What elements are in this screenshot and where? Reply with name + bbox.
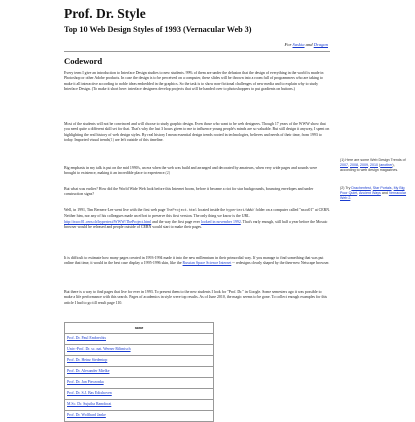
table-cell-name — [65, 399, 214, 410]
table-cell-name — [65, 344, 214, 355]
table-header-name: name — [65, 323, 214, 334]
sidenote-link-drachenfest[interactable]: Drachenfest — [351, 186, 371, 190]
footnote-ref-2: (2) — [165, 171, 170, 176]
professor-link[interactable]: M.Sc. Dr. Sujutha Ramdorai — [67, 402, 112, 407]
table-row — [65, 377, 214, 388]
paragraph-emphasis — [64, 166, 330, 177]
sidenote-link-star-portals[interactable]: Star Portals — [372, 186, 392, 190]
paragraph-first-page-text-d: and the way the first page ever — [151, 219, 201, 224]
author-link-saskia[interactable]: Saskia — [292, 42, 305, 47]
paragraph-earlier: But what was earlier? How did the World Wide Web look before this Internet boom, before it became a riot for star backgrounds, bouncing envelopes and under construction signs? — [64, 187, 314, 197]
sidenote-2: (2) Try Drachenfest, Star Portals, My Big Poor Quiet, Ancient Ways and Vernacular Web 2. — [340, 186, 407, 200]
link-november-1992[interactable]: looked in november 1992 — [200, 219, 241, 224]
sidenote-link-ancient-ways[interactable]: Ancient Ways — [359, 191, 381, 195]
sidenote-2-mid: and — [380, 191, 389, 195]
byline — [200, 42, 328, 48]
sidenote-1-prefix: (1) Here are some Web Design Trends of — [340, 158, 406, 162]
paragraph-find-pages: But there is a way to find pages that live for ever in 1993. To present them to the new students I look for "Prof. Dr." in Google. Some semesters ago it was possible to make a life performance with this search. Pages of academics in style were top results. As of June 2010, the magic seems to be gone. To collect enough examples for this article I had to go till result page 110. — [64, 290, 328, 305]
professor-link[interactable]: Prof. Dr. Paul Embrechts — [67, 336, 107, 341]
professors-table — [64, 322, 214, 422]
paragraph-first-page-text-e: . That's early enough, still half a year before the Mosaic browser would be released and people outside of CERN would start to make their pages. — [64, 219, 328, 230]
paragraph-students-text: Most of the students will not be convinced and will choose to study graphic design. Even those who want to be web designers. Though 17 years of the WWW show that you need quite a different skill set for that. That's why the last 3 hours given to me to influence young people's minds are so valuable. But still design it anyway, I spent on highlighting the real history of web design styles. By real history I mean essential design trends rooted in technologies, believes and needs of their time, from 1993 to today. Imported visual trends — [64, 122, 330, 143]
table-row — [65, 388, 214, 399]
table-cell-name — [65, 410, 214, 421]
table-cell-name — [65, 366, 214, 377]
table-row — [65, 410, 214, 421]
table-cell-name — [65, 377, 214, 388]
professor-link[interactable]: Prof. Dr. S.J. Bas Edixhoven — [67, 391, 112, 396]
header-divider — [64, 51, 330, 52]
paragraph-emphasis-text: Big emphasis in my talk is put on the mid 1990's, an era when the web was build and arranged and decorated by amateurs, when very wide pages and sounds were brought to existence, making it an incredible place to experience. — [64, 166, 318, 176]
paragraph-first-page-text-b: located inside the — [196, 208, 227, 212]
table-row — [65, 344, 214, 355]
sidenote-link-2007[interactable]: 2007 — [340, 163, 348, 167]
sidenote-1: (1) Here are some Web Design Trends of 2007, 2008, 2009, 2010 (another), according to web design magazines. — [340, 158, 406, 172]
sidenote-link-vernacular-web-2[interactable]: Vernacular Web 2 — [340, 191, 407, 200]
professor-link[interactable]: Prof. Dr. Heinz Siedentop — [67, 358, 108, 363]
paragraph-first-page-text-a: Well, in 1991, Tim Berners-Lee went live with the first web page — [64, 208, 167, 212]
sidenote-link-2009[interactable]: 2009 — [360, 163, 368, 167]
sidenote-link-another[interactable]: another — [380, 163, 393, 167]
sidenote-2-suffix: . — [350, 196, 352, 200]
sidenote-1-suffix: , according to web design magazines. — [340, 163, 399, 172]
code-theproject: TheProject.html — [166, 209, 197, 213]
paragraph-intro: Every term I give an introduction to Interface Design studies to new students. 99% of them are under the delusion that the design of everything in the world is made in Photoshop or other Adobe products. In case the design is to be perceived on a computer, these slides will be thrown into a room full of programmers who are taking to make it all interactive according to noble ideas embedded in the graphics. So the task is to show non-fictional challenges of new media and to explain why to study Interface Design. (To make it short here: interface designers develop projects that will be handed over to photoshoppers to put gradients on buttons.) — [64, 71, 324, 92]
paragraph-students-end: are left outside of this timeline. — [113, 138, 164, 143]
table-header-row — [65, 323, 214, 334]
sidenote-link-2008[interactable]: 2008 — [350, 163, 358, 167]
byline-and: and — [304, 42, 314, 47]
code-hypertext-folder: hypertext/WWW/ — [226, 209, 255, 213]
paragraph-students — [64, 122, 330, 144]
table-row — [65, 355, 214, 366]
professor-link[interactable]: Prof. Dr. Alexander Mielke — [67, 369, 110, 374]
professor-link[interactable]: Univ.-Prof. Dr. sc. nat. Werner Rilimisch — [67, 347, 131, 352]
paragraph-estimate — [64, 256, 330, 267]
paragraph-first-page — [64, 208, 330, 231]
sidenote-2-prefix: (2) Try — [340, 186, 352, 190]
professor-link[interactable]: Prof. Dr. Wolfhard Janke — [67, 413, 106, 418]
link-russian-space-science[interactable]: Russian Space Science Internet — [182, 261, 232, 266]
page-title: Prof. Dr. Style — [64, 6, 146, 21]
table-cell-name — [65, 334, 214, 345]
byline-prefix: For — [284, 42, 293, 47]
table-cell-name — [65, 388, 214, 399]
paragraph-first-page-text-c: folder on a computer called "nxoc01" at CERN. Neither him, nor any of his colleagues made an effort to preserve this first version. The only thing we know is the URL — [64, 208, 331, 219]
sidenote-link-my-big-poor-quiet[interactable]: My Big Poor Quiet — [340, 186, 405, 195]
table-cell-name — [65, 355, 214, 366]
paragraph-estimate-text: It is difficult to estimate how many pages created in 1993-1994 made it into the new millennium in their primordial way. If you manage to find something that was put online that time, it would in the best case display a 1995-1996 skin, like the — [64, 256, 324, 266]
table-row — [65, 399, 214, 410]
section-heading: Codeword — [64, 56, 103, 66]
professor-link[interactable]: Prof. Dr. Jan Pieczonka — [67, 380, 104, 385]
sidenote-link-2010[interactable]: 2010 — [370, 163, 378, 167]
author-link-dragan[interactable]: Dragan — [313, 42, 328, 47]
paragraph-estimate-end: -- redesigns clearly shaped by the then-new Netscape browser. — [231, 261, 330, 266]
link-first-page-url[interactable]: http://nxoc01.cern.ch/hypertext/WWW/TheProject.html — [64, 219, 152, 224]
page-subtitle: Top 10 Web Design Styles of 1993 (Vernacular Web 3) — [64, 25, 252, 34]
footnote-ref-1: (1) — [109, 138, 114, 143]
table-row — [65, 334, 214, 345]
table-body — [65, 334, 214, 422]
table-row — [65, 366, 214, 377]
